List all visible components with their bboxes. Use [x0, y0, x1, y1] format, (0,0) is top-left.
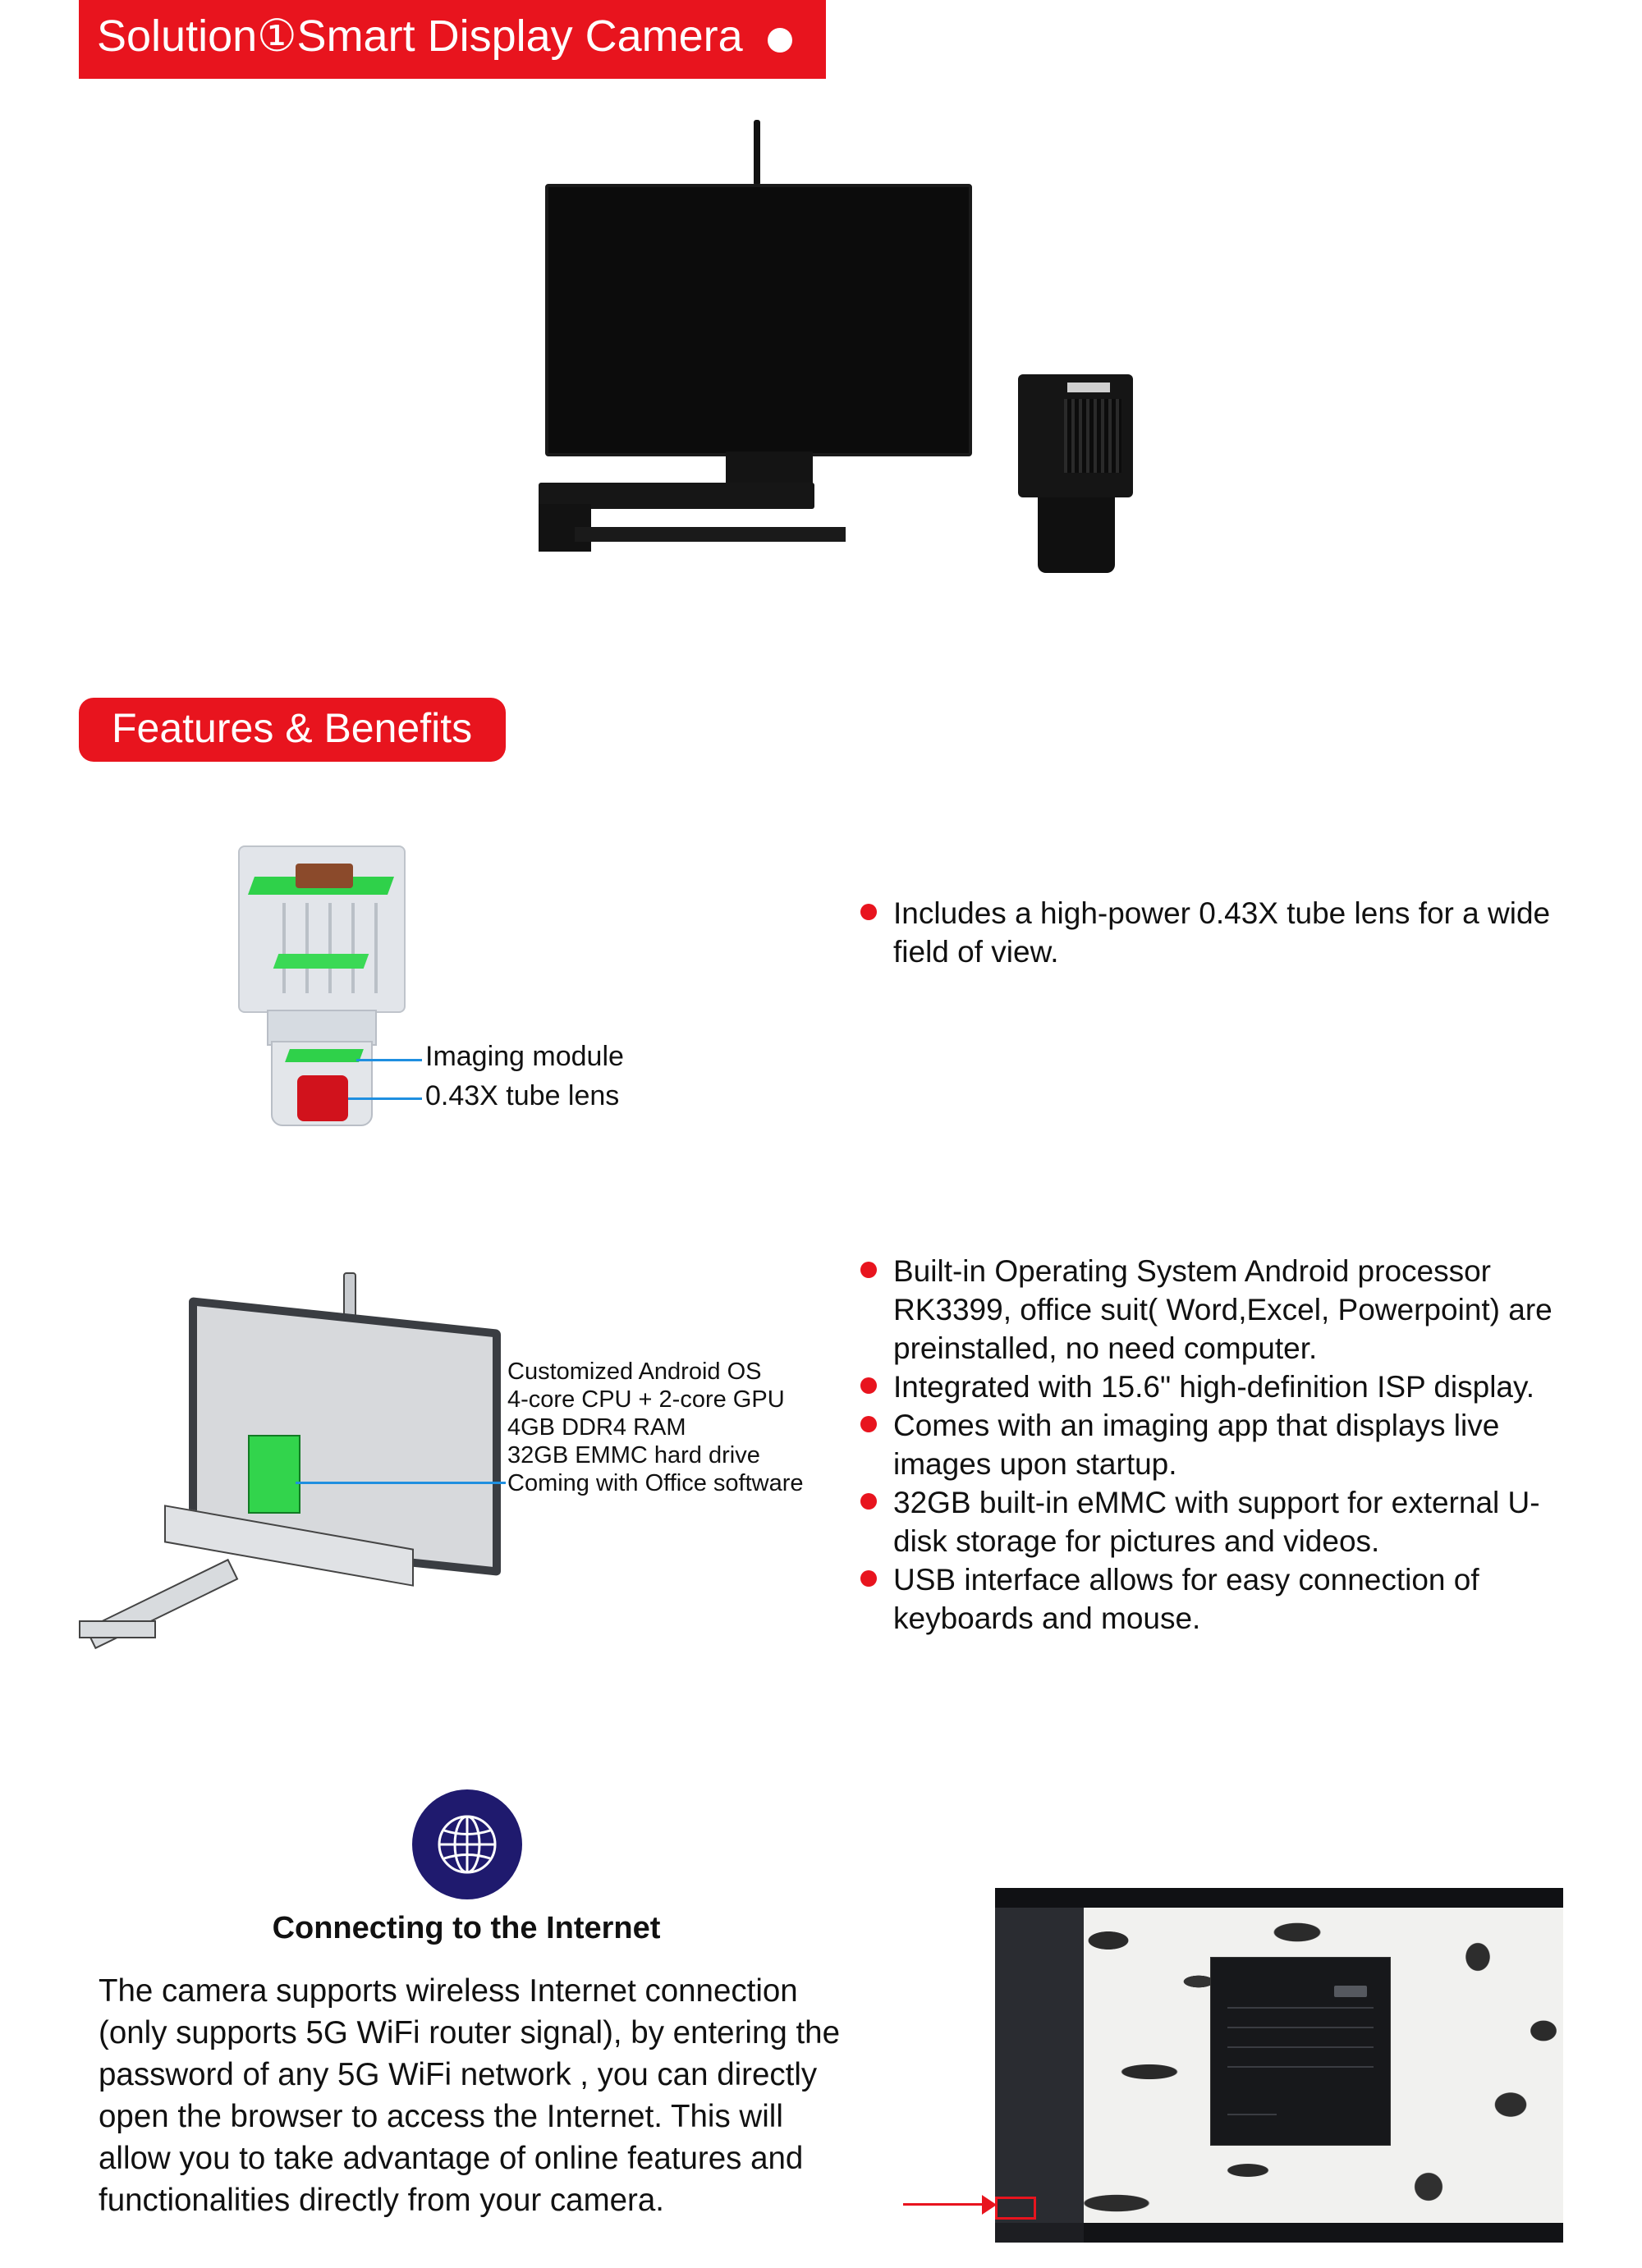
monitor-neck	[726, 451, 813, 484]
callout-tube-lens: 0.43X tube lens	[425, 1080, 620, 1111]
wifi-network-row	[1227, 2027, 1374, 2028]
mainboard	[248, 1435, 300, 1514]
imaging-module-board	[285, 1049, 364, 1062]
highlight-box	[995, 2197, 1036, 2220]
pointer-arrow	[903, 2203, 988, 2206]
arrow-head-icon	[982, 2195, 997, 2215]
internet-description: The camera supports wireless Internet connection (only supports 5G WiFi router signal), by entering the password of any 5G WiFi network , you can directly open the browser to access the Internet. This will allow you to take advantage of online features and functionalities directly from your camera.	[99, 1973, 841, 2218]
monitor-screen	[545, 184, 972, 456]
callout-line-mainboard	[296, 1482, 506, 1484]
module-chip	[296, 864, 353, 888]
wifi-password-field	[1227, 2114, 1277, 2115]
camera-lens-mount	[1038, 497, 1115, 573]
module-benefits-list	[860, 894, 1566, 971]
spec-item: 32GB EMMC hard drive	[507, 1442, 760, 1468]
screenshot-sidebar	[995, 1908, 1084, 2223]
spec-item: Customized Android OS	[507, 1359, 762, 1385]
banner-dot-icon	[768, 28, 792, 53]
list-item: 32GB built-in eMMC with support for external U-disk storage for pictures and videos.	[860, 1483, 1566, 1560]
spec-item: 4GB DDR4 RAM	[507, 1414, 686, 1441]
callout-line-imaging	[356, 1059, 422, 1061]
tube-lens	[297, 1075, 348, 1121]
list-item: Integrated with 15.6" high-definition ISP display.	[860, 1368, 1566, 1406]
monitor-foot	[575, 527, 846, 542]
screenshot-bottom-bar	[1084, 2223, 1563, 2243]
camera-heatsink	[1064, 399, 1121, 473]
list-item: Comes with an imaging app that displays live images upon startup.	[860, 1406, 1566, 1483]
wifi-refresh-button	[1334, 1986, 1367, 1997]
features-heading: Features & Benefits	[112, 705, 473, 751]
wifi-network-row	[1227, 2066, 1374, 2068]
list-item: USB interface allows for easy connection of keyboards and mouse.	[860, 1560, 1566, 1638]
section-title: Solution①Smart Display Camera	[97, 11, 743, 61]
screenshot-toolbar	[995, 1888, 1563, 1908]
camera-label-plate	[1067, 383, 1110, 392]
module-board-middle	[273, 954, 369, 969]
wifi-network-row	[1227, 2046, 1374, 2048]
monitor-antenna	[754, 120, 760, 186]
spec-item: Coming with Office software	[507, 1470, 804, 1496]
software-screenshot	[995, 1888, 1563, 2243]
callout-line-lens	[348, 1097, 422, 1100]
wifi-dialog	[1210, 1957, 1391, 2146]
spec-list	[507, 1358, 804, 1497]
globe-icon	[412, 1789, 522, 1899]
display-benefits-list	[860, 1252, 1566, 1638]
wifi-network-row	[1227, 2007, 1374, 2009]
internet-title: Connecting to the Internet	[272, 1911, 661, 1945]
list-item: Includes a high-power 0.43X tube lens for a wide field of view.	[860, 894, 1566, 971]
list-item: Built-in Operating System Android processor RK3399, office suit( Word,Excel, Powerpoint) are preinstalled, no need computer.	[860, 1252, 1566, 1368]
spec-item: 4-core CPU + 2-core GPU	[507, 1386, 785, 1413]
callout-imaging-module: Imaging module	[425, 1041, 624, 1072]
module-standoffs	[263, 903, 386, 993]
display-stand-foot	[79, 1620, 156, 1638]
